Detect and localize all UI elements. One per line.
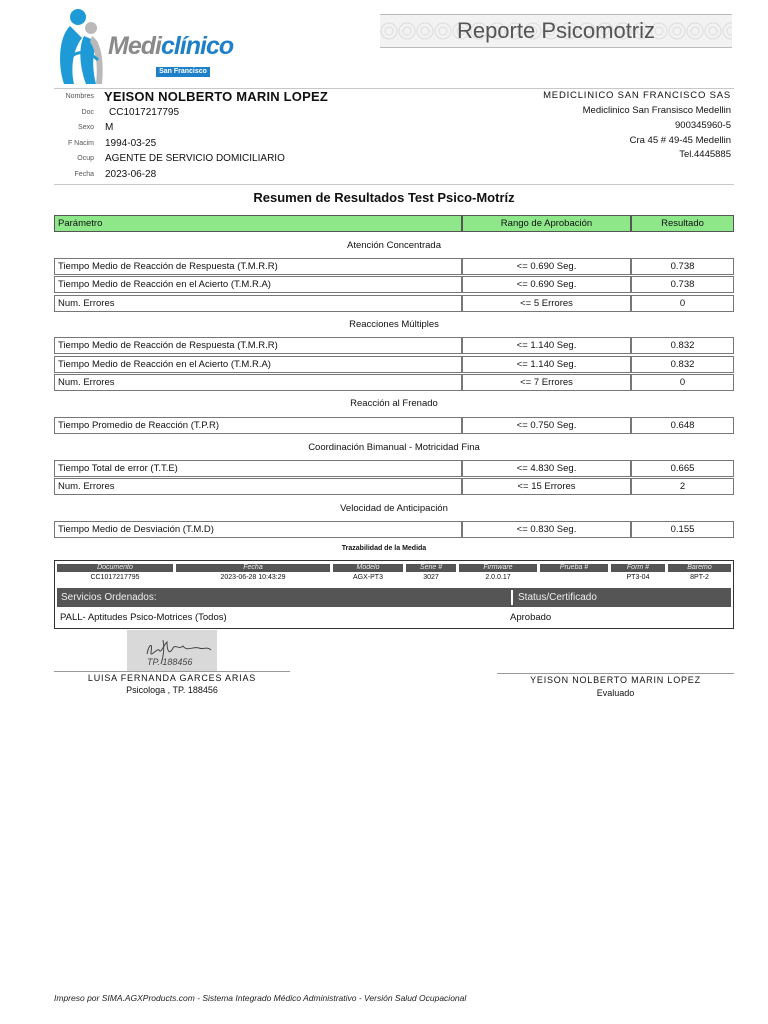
- table-row: [54, 258, 734, 275]
- signature-image: [127, 630, 217, 671]
- patient-doc: CC1017217795: [109, 107, 180, 118]
- birth-label: F Nacim: [67, 140, 94, 147]
- info-divider: [54, 184, 734, 185]
- range-cell: <= 15 Errores: [462, 478, 631, 495]
- table-row: [54, 337, 734, 354]
- mediclinico-logo: [56, 8, 234, 86]
- trace-header-firmware: Firmware: [459, 564, 537, 572]
- parameter-cell: Num. Errores: [54, 478, 462, 495]
- evaluated-signature-line: [497, 673, 734, 674]
- date-label: Fecha: [74, 171, 94, 178]
- logo-brand-medi: Medi: [108, 32, 161, 60]
- table-row: [54, 417, 734, 434]
- clinic-branch: Mediclinico San Fransisco Medellin: [582, 105, 731, 116]
- patient-birth: 1994-03-25: [105, 138, 157, 149]
- status-value: Aprobado: [510, 612, 552, 623]
- name-label: Nombres: [65, 93, 94, 100]
- trace-fecha: 2023-06-28 10:43:29: [220, 574, 286, 581]
- parameter-cell: Tiempo Medio de Reacción en el Acierto (T.M.R.A): [54, 276, 462, 293]
- parameter-cell: Num. Errores: [54, 295, 462, 312]
- clinic-nit: 900345960-5: [675, 120, 731, 131]
- range-cell: <= 4.830 Seg.: [462, 460, 631, 477]
- footer-text: Impreso por SIMA.AGXProducts.com - Sistema Integrado Médico Administrativo - Versión Salud Ocupacional: [54, 993, 467, 1003]
- trace-prueba: [540, 573, 608, 582]
- psychologist-role: Psicologa , TP. 188456: [126, 685, 218, 695]
- header-range: Rango de Aprobación: [462, 215, 631, 232]
- section-title: Reacciones Múltiples: [349, 319, 439, 330]
- traceability-box: [54, 560, 734, 629]
- patient-name: YEISON NOLBERTO MARIN LOPEZ: [104, 89, 329, 104]
- section-title: Velocidad de Anticipación: [340, 503, 448, 514]
- summary-title: Resumen de Resultados Test Psico-Motríz: [253, 190, 515, 205]
- result-cell: 0: [631, 295, 734, 312]
- table-row: [54, 276, 734, 293]
- signature-stamp-text: TP. 188456: [147, 657, 193, 667]
- trace-serie: 3027: [423, 574, 439, 581]
- status-header: Status/Certificado: [511, 590, 597, 605]
- psychologist-signature-line: [54, 671, 290, 672]
- parameter-cell: Tiempo Medio de Desviación (T.M.D): [54, 521, 462, 538]
- parameter-cell: Tiempo Total de error (T.T.E): [54, 460, 462, 477]
- parameter-cell: Tiempo Medio de Reacción de Respuesta (T.M.R.R): [54, 337, 462, 354]
- header-parameter: Parámetro: [54, 215, 462, 232]
- result-cell: 0.738: [631, 258, 734, 275]
- patient-occupation: AGENTE DE SERVICIO DOMICILIARIO: [105, 153, 285, 164]
- table-row: [54, 374, 734, 391]
- logo-brand-clinico: clínico: [160, 32, 234, 60]
- range-cell: <= 1.140 Seg.: [462, 356, 631, 373]
- table-row: [54, 521, 734, 538]
- patient-date: 2023-06-28: [105, 169, 157, 180]
- result-cell: 0.648: [631, 417, 734, 434]
- sex-label: Sexo: [78, 124, 94, 131]
- trace-header-documento: Documento: [57, 564, 173, 572]
- evaluated-role: Evaluado: [596, 688, 635, 698]
- doc-label: Doc: [81, 109, 94, 116]
- report-title-banner: [380, 14, 732, 48]
- trace-firmware: 2.0.0.17: [485, 574, 511, 581]
- table-row: [54, 356, 734, 373]
- services-header-bar: [57, 588, 731, 607]
- trace-modelo: AGX-PT3: [353, 574, 383, 581]
- results-header-row: [54, 215, 734, 232]
- result-cell: 0.665: [631, 460, 734, 477]
- trace-header-form: Form #: [611, 564, 665, 572]
- range-cell: <= 7 Errores: [462, 374, 631, 391]
- range-cell: <= 1.140 Seg.: [462, 337, 631, 354]
- range-cell: <= 0.690 Seg.: [462, 258, 631, 275]
- clinic-address: Cra 45 # 49-45 Medellin: [629, 135, 731, 146]
- traceability-title: Trazabilidad de la Medida: [341, 545, 427, 552]
- logo-subtitle: San Francisco: [159, 68, 207, 75]
- table-row: [54, 295, 734, 312]
- report-title: Reporte Psicomotriz: [456, 18, 656, 43]
- section-title: Reacción al Frenado: [350, 398, 438, 409]
- trace-baremo: 8PT-2: [690, 574, 709, 581]
- trace-form: PT3-04: [626, 574, 650, 581]
- parameter-cell: Tiempo Promedio de Reacción (T.P.R): [54, 417, 462, 434]
- table-row: [54, 478, 734, 495]
- trace-header-prueba: Prueba #: [540, 564, 608, 572]
- clinic-name: MEDICLINICO SAN FRANCISCO SAS: [543, 90, 731, 101]
- result-cell: 0: [631, 374, 734, 391]
- trace-header-baremo: Baremo: [668, 564, 731, 572]
- occupation-label: Ocup: [77, 155, 94, 162]
- psychologist-name: LUISA FERNANDA GARCES ARIAS: [87, 673, 257, 683]
- result-cell: 0.738: [631, 276, 734, 293]
- result-cell: 2: [631, 478, 734, 495]
- result-cell: 0.832: [631, 337, 734, 354]
- parameter-cell: Num. Errores: [54, 374, 462, 391]
- trace-header-serie: Serie #: [406, 564, 456, 572]
- trace-header-modelo: Modelo: [333, 564, 403, 572]
- result-cell: 0.832: [631, 356, 734, 373]
- range-cell: <= 5 Errores: [462, 295, 631, 312]
- evaluated-name: YEISON NOLBERTO MARIN LOPEZ: [530, 675, 701, 685]
- section-title: Coordinación Bimanual - Motricidad Fina: [308, 442, 480, 453]
- range-cell: <= 0.690 Seg.: [462, 276, 631, 293]
- service-value: PALL- Aptitudes Psico-Motrices (Todos): [60, 612, 227, 623]
- parameter-cell: Tiempo Medio de Reacción en el Acierto (T.M.R.A): [54, 356, 462, 373]
- range-cell: <= 0.750 Seg.: [462, 417, 631, 434]
- trace-header-fecha: Fecha: [176, 564, 330, 572]
- table-row: [54, 460, 734, 477]
- parameter-cell: Tiempo Medio de Reacción de Respuesta (T.M.R.R): [54, 258, 462, 275]
- section-title: Atención Concentrada: [346, 240, 441, 251]
- trace-documento: CC1017217795: [90, 574, 140, 581]
- services-header: Servicios Ordenados:: [61, 592, 157, 603]
- clinic-phone: Tel.4445885: [679, 149, 731, 160]
- range-cell: <= 0.830 Seg.: [462, 521, 631, 538]
- result-cell: 0.155: [631, 521, 734, 538]
- patient-sex: M: [105, 122, 114, 133]
- header-result: Resultado: [631, 215, 734, 232]
